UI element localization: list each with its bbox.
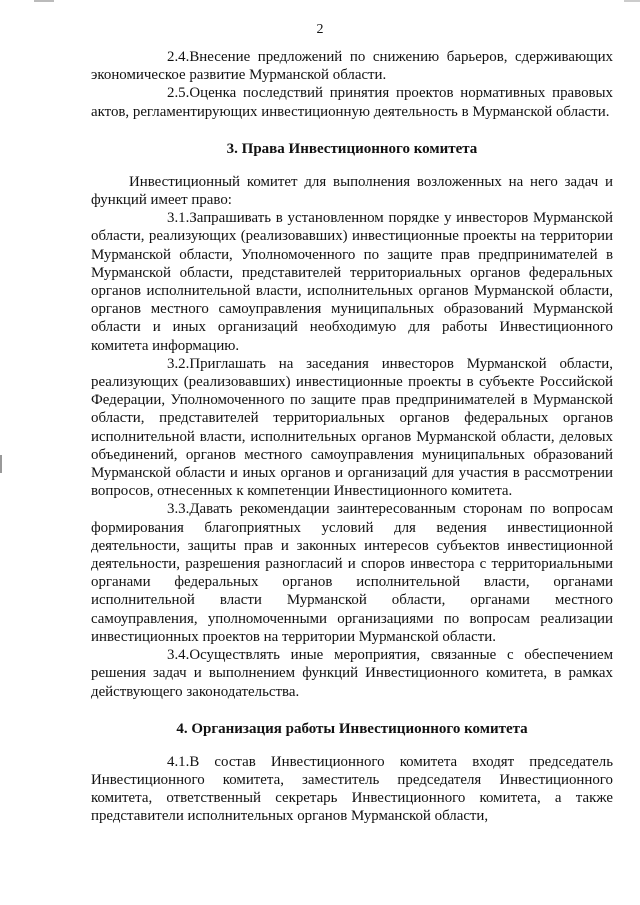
item-text: Давать рекомендации заинтересованным сторонам по вопросам формирования благоприятных условий для ведения инвестиционной деятельности, защиты прав и законных интересов субъектов инвестиционной деятельности, разрешения разногласий и споров инвестора с территориальными органами федеральных органов исполнительной власти, органами исполнительной власти Мурманской области, органами местного самоуправления, уполномоченными организациями по вопросам реализации инвестиционных проектов на территории Мурманской области. (91, 501, 613, 645)
paragraph-3-2 (91, 355, 613, 501)
paragraph-2-4 (91, 48, 613, 84)
item-number: 4.1. (167, 753, 190, 770)
scan-mark-left (0, 455, 2, 473)
paragraph-3-3 (91, 500, 613, 646)
paragraph-4-1 (91, 753, 613, 826)
item-number: 2.4. (167, 49, 190, 65)
section-3-heading: 3. Права Инвестиционного комитета (226, 140, 478, 157)
item-text: Осуществлять иные мероприятия, связанные с обеспечением решения задач и выполнением функций Инвестиционного комитета, в рамках действующего законодательства. (91, 647, 613, 700)
item-text: Внесение предложений по снижению барьеров, сдерживающих экономическое развитие Мурманской области. (91, 49, 613, 84)
item-text: Запрашивать в установленном порядке у инвесторов Мурманской области, реализующих (реализовавших) инвестиционные проекты на территории Мурманской области, Уполномоченного по защите прав предпринимателей в Мурманской области, представителей территориальных органов федеральных органов исполнительной власти, исполнительных органов Мурманской области, органов местного самоуправления муниципальных образований Мурманской области и иных организаций необходимую для работы Инвестиционного комитета информацию. (91, 210, 613, 354)
page-number: 2 (316, 22, 324, 37)
item-text: Приглашать на заседания инвесторов Мурманской области, реализующих (реализовавших) инвестиционные проекты в субъекте Российской Федерации, Уполномоченного по защите прав предпринимателей в Мурманской области, представителей территориальных органов федеральных органов исполнительной власти, исполнительных органов Мурманской области, деловых объединений, органов местного самоуправления муниципальных образований Мурманской области и иных органов и организаций для участия в рассмотрении вопросов, отнесенных к компетенции Инвестиционного комитета. (91, 355, 613, 500)
item-number: 3.2. (167, 355, 190, 372)
scan-mark-top-right (624, 0, 640, 2)
item-number: 3.1. (167, 210, 190, 227)
item-number: 2.5. (167, 85, 190, 102)
item-text: Оценка последствий принятия проектов нормативных правовых актов, регламентирующих инвестиционную деятельность в Мурманской области. (91, 85, 613, 120)
item-text: В состав Инвестиционного комитета входят председатель Инвестиционного комитета, заместитель председателя Инвестиционного комитета, ответственный секретарь Инвестиционного комитета, а также представители исполнительных органов Мурманской области, (91, 753, 613, 825)
paragraph-2-5 (91, 84, 613, 120)
paragraph-3-1 (91, 209, 613, 355)
item-number: 3.3. (167, 501, 190, 518)
section-4-heading: 4. Организация работы Инвестиционного комитета (176, 720, 528, 737)
item-number: 3.4. (167, 647, 190, 664)
scan-mark-top (34, 0, 54, 2)
document-body (91, 48, 613, 826)
section-3-intro: Инвестиционный комитет для выполнения возложенных на него задач и функций имеет право: (91, 173, 613, 209)
paragraph-3-4 (91, 646, 613, 701)
